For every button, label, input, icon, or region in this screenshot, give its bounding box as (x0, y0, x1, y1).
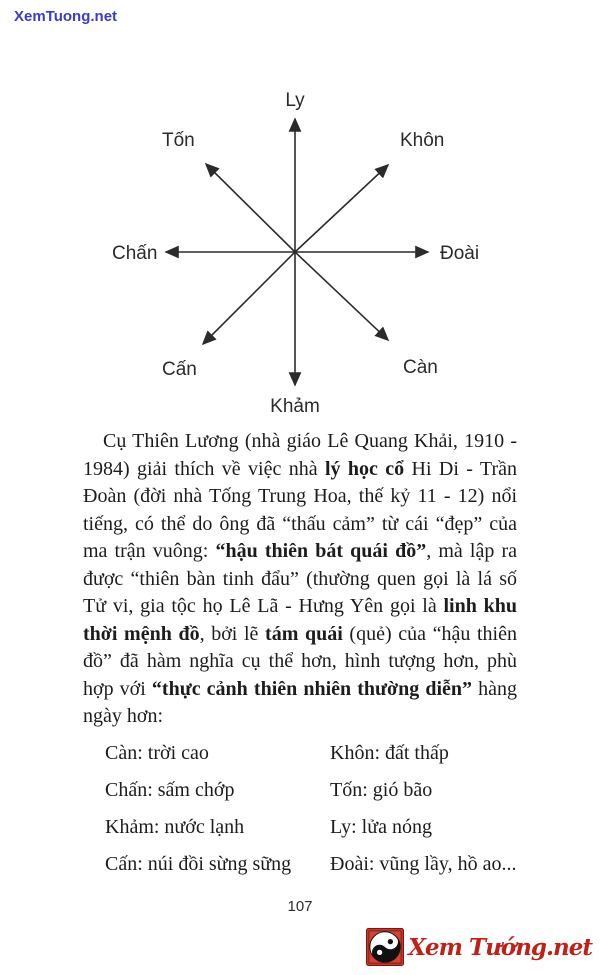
glossary-item: Cấn: núi đồi sừng sững (105, 853, 292, 875)
paragraph-segment-bold: linh khu thời mệnh đồ (83, 595, 517, 645)
page-number: 107 (287, 898, 313, 915)
glossary-row (105, 809, 517, 846)
trigram-glossary (105, 735, 517, 883)
diagram-label-can-se: Càn (403, 357, 438, 378)
site-logo[interactable] (366, 928, 592, 966)
glossary-row (105, 772, 517, 809)
logo-text: Xem Tướng.net (408, 933, 592, 961)
paragraph-segment: (quẻ) của “hậu thiên đồ” đã hàm nghĩa cụ thể hơn, hình tượng hơn, phù hợp với (83, 622, 517, 700)
diagram-label-doai: Đoài (440, 243, 480, 264)
diagram-label-khon: Khôn (400, 130, 445, 151)
glossary-item: Khảm: nước lạnh (105, 816, 245, 838)
diagram-label-ly: Ly (285, 90, 305, 111)
glossary-item: Khôn: đất thấp (330, 742, 449, 764)
glossary-item: Tốn: gió bão (330, 779, 433, 801)
glossary-item: Chấn: sấm chớp (105, 779, 235, 801)
yin-yang-icon (366, 928, 404, 966)
body-paragraph (83, 428, 517, 731)
paragraph-segment: , mà lập ra được “thiên bàn tinh đẩu” (thường quen gọi là lá số Tử vi, gia tộc họ Lê Lã - Hưng Yên gọi là (83, 540, 517, 617)
paragraph-segment-bold: tám quái (265, 622, 343, 645)
diagram-arrows (166, 119, 428, 385)
glossary-item: Càn: trời cao (105, 742, 209, 764)
paragraph-segment-bold: “hậu thiên bát quái đồ” (215, 540, 427, 562)
paragraph-segment: , bởi lẽ (199, 622, 266, 645)
paragraph-segment-bold: “thực cảnh thiên nhiên thường diễn” (151, 677, 473, 700)
diagram-label-can-sw: Cấn (162, 359, 197, 380)
diagram-label-chan: Chấn (112, 243, 158, 264)
diagram-label-kham: Khảm (270, 396, 320, 415)
paragraph-segment: hàng ngày hơn: (83, 677, 517, 727)
bagua-diagram (100, 85, 500, 415)
site-link[interactable]: XemTuong.net (14, 8, 118, 25)
glossary-row (105, 735, 517, 772)
paragraph-segment: Hi Di - Trần Đoàn (đời nhà Tống Trung Hoa, thế kỷ 11 - 12) nổi tiếng, có thể do ông đã “thấu cảm” từ cái “đẹp” của ma trận vuông: (83, 457, 517, 562)
diagram-label-ton: Tốn (162, 130, 195, 151)
glossary-row (105, 846, 517, 883)
glossary-item: Đoài: vũng lầy, hồ ao... (330, 853, 517, 875)
paragraph-segment-bold: lý học cổ (324, 457, 405, 480)
bagua-diagram-svg (100, 85, 500, 415)
glossary-item: Ly: lửa nóng (330, 816, 432, 838)
paragraph-segment: Cụ Thiên Lương (nhà giáo Lê Quang Khải, 1910 - 1984) giải thích về việc nhà (83, 430, 517, 480)
